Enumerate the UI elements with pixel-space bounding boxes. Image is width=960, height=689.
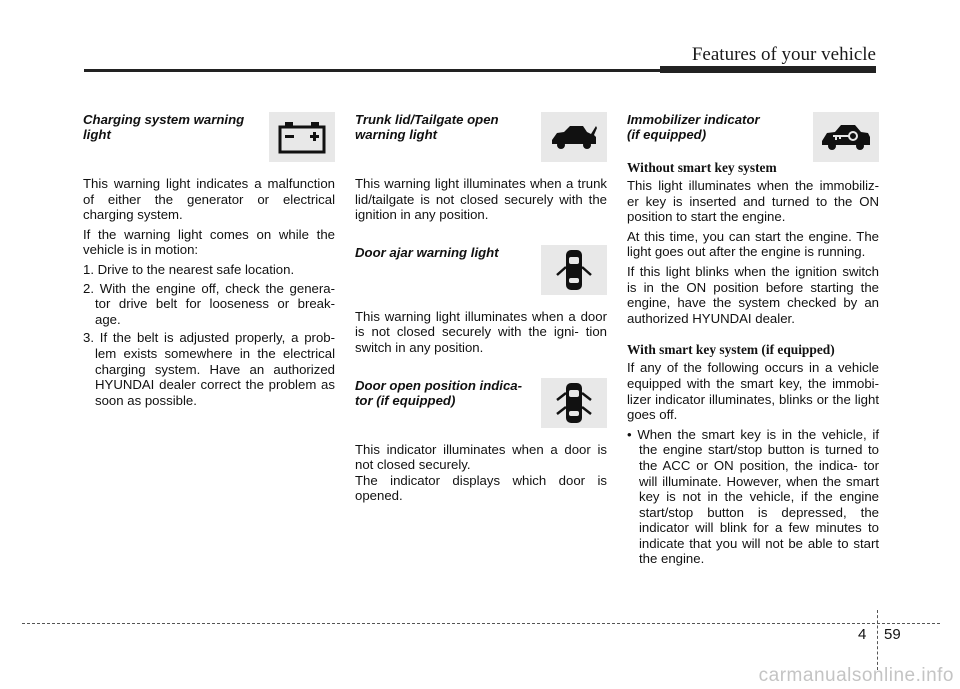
section-trunk-open — [355, 108, 607, 223]
section-title-door-position: Door open position indica- tor (if equipped) — [355, 377, 523, 408]
section-title-charging: Charging system warning light — [83, 112, 245, 142]
section-door-ajar — [355, 241, 607, 356]
list-item: 2. With the engine off, check the genera- tor drive belt for looseness or break- age. — [83, 280, 335, 327]
charging-paragraph-1: This warning light indicates a malfunction of either the generator or electrical charging system. — [83, 176, 335, 223]
trunk-open-icon — [541, 112, 607, 162]
column-3 — [627, 108, 879, 567]
header-title: Features of your vehicle — [691, 44, 876, 65]
column-1 — [83, 108, 335, 411]
immobilizer-key-car-icon — [813, 112, 879, 162]
trunk-paragraph: This warning light illuminates when a trunk lid/tailgate is not closed securely with the ignition in any position. — [355, 176, 607, 223]
header-rule-thick — [660, 66, 876, 73]
footer-rule — [22, 623, 940, 624]
door-position-paragraph-1: This indicator illuminates when a door is not closed securely. — [355, 441, 607, 473]
immobilizer-paragraph-3: If this light blinks when the ignition switch is in the ON position before starting the engine, have the system checked by an authorized HYUNDAI dealer. — [627, 263, 879, 326]
immobilizer-subheading-2: With smart key system (if equipped) — [627, 342, 835, 358]
immobilizer-bullets — [627, 427, 879, 567]
section-title-trunk: Trunk lid/Tailgate open warning light — [355, 112, 499, 142]
watermark: carmanualsonline.info — [758, 665, 954, 686]
door-ajar-icon — [541, 245, 607, 295]
footer-divider — [877, 610, 878, 670]
immobilizer-paragraph-2: At this time, you can start the engine. The light goes out after the engine is running. — [627, 228, 879, 260]
immobilizer-subheading-1: Without smart key system — [627, 160, 777, 175]
page-number: 59 — [884, 626, 901, 643]
door-ajar-paragraph: This warning light illuminates when a door is not closed securely with the igni- tion switch in any position. — [355, 308, 607, 355]
section-door-open-position — [355, 374, 607, 504]
section-charging-system — [83, 108, 335, 408]
section-title-door-ajar: Door ajar warning light — [355, 244, 499, 260]
door-position-icon — [541, 378, 607, 428]
page-chapter: 4 — [858, 626, 867, 643]
door-position-paragraph-2: The indicator displays which door is opened. — [355, 472, 607, 504]
list-item: 3. If the belt is adjusted properly, a prob- lem exists somewhere in the electrical charging system. Have an authorized HYUNDAI dealer correct the problem as soon as possible. — [83, 330, 335, 408]
list-item: • When the smart key is in the vehicle, if the engine start/stop button is turned to the ACC or ON position, the indica- tor will illuminate. However, when the smart key is not in the vehicle, if the engine start/stop button is depressed, the indicator will blink for a few minutes to indicate that you will not be able to start the engine. — [627, 426, 879, 567]
immobilizer-paragraph-1: This light illuminates when the immobiliz- er key is inserted and turned to the ON position to start the engine. — [627, 178, 879, 225]
immobilizer-paragraph-4: If any of the following occurs in a vehicle equipped with the smart key, the immobi- lizer indicator illuminates, blinks or the light goes off. — [627, 360, 879, 423]
column-2 — [355, 108, 607, 508]
section-title-immobilizer: Immobilizer indicator (if equipped) — [627, 112, 760, 142]
charging-paragraph-2: If the warning light comes on while the vehicle is in motion: — [83, 226, 335, 258]
section-immobilizer — [627, 108, 879, 567]
battery-icon — [269, 112, 335, 162]
charging-steps — [83, 262, 335, 408]
list-item: 1. Drive to the nearest safe location. — [83, 261, 295, 277]
